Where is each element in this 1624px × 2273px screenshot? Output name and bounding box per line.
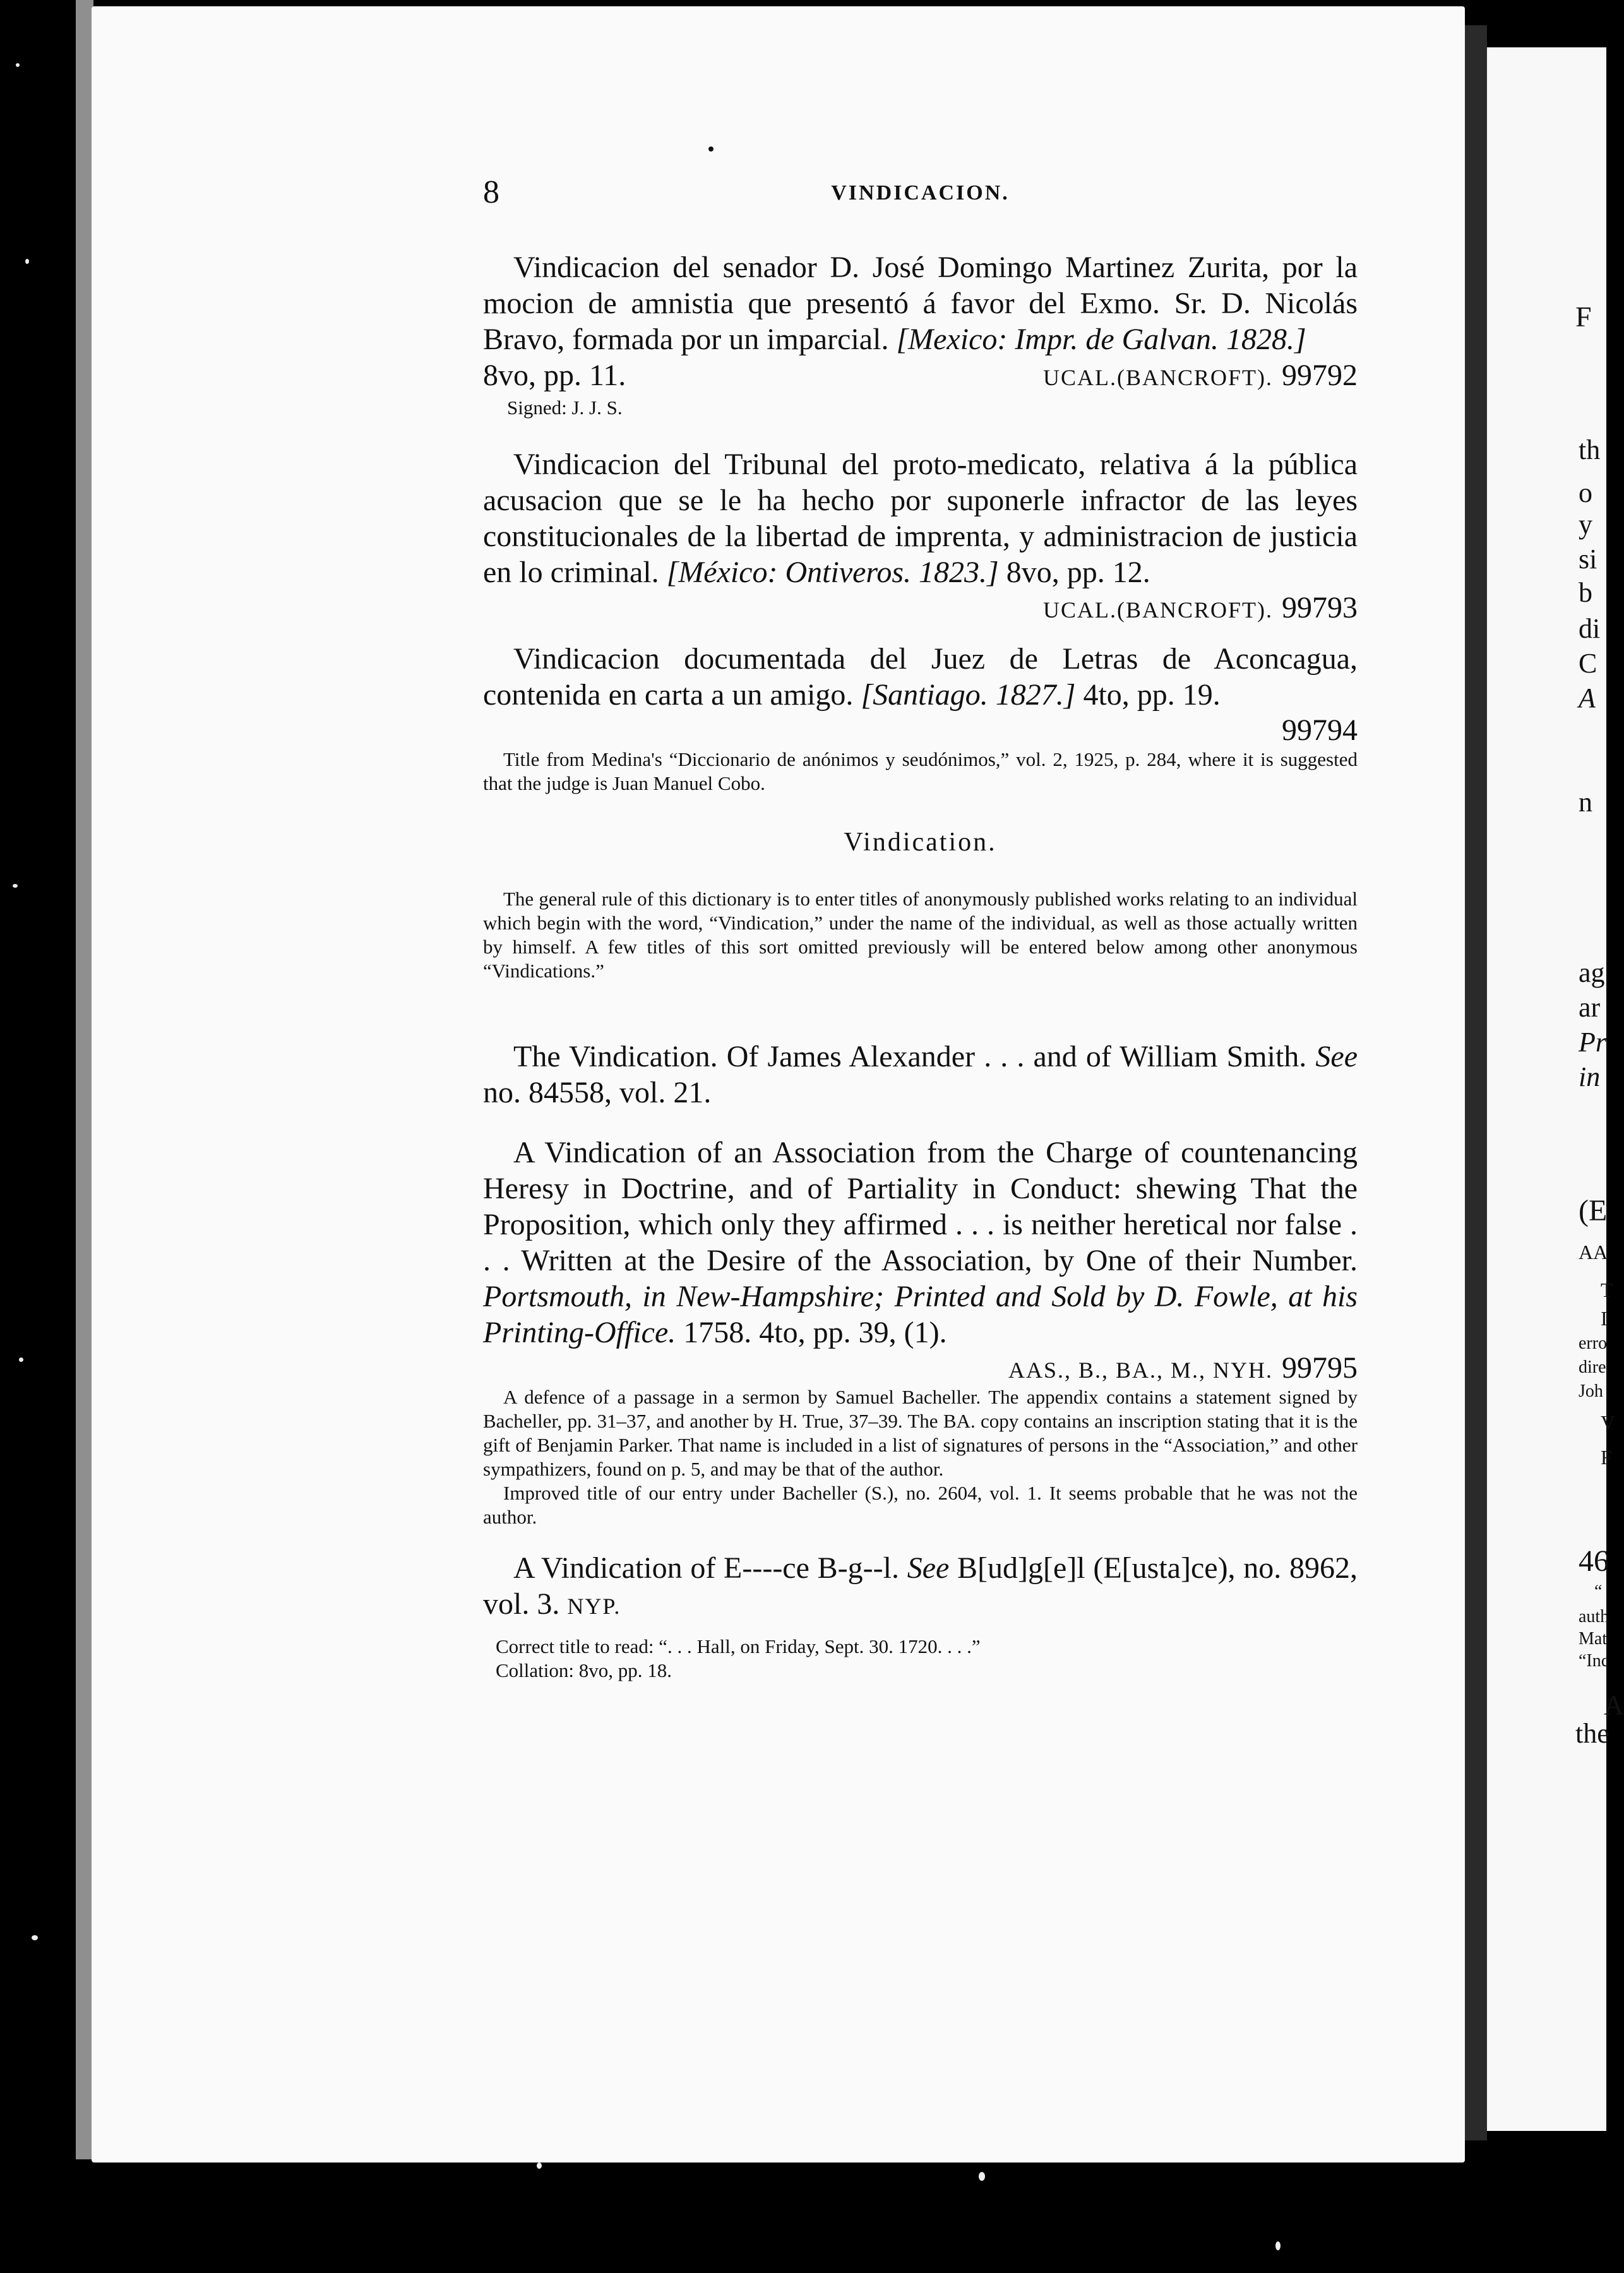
facing-page-fragment: n [1579,787,1592,818]
facing-page-fragment: 46 [1579,1544,1609,1578]
facing-page [1487,47,1624,2131]
entry-text: A Vindication of E----ce B-g--l. See B[ud]g[e]l (E[usta]ce), no. 8962, vol. 3. NYP. [483,1551,1358,1621]
scan-speck [979,2172,985,2181]
facing-page-fragment: ag [1579,957,1605,988]
facing-page-fragment: erro [1579,1333,1608,1353]
facing-page-fragment: Mat [1579,1629,1608,1649]
facing-page-fragment: dire [1579,1357,1606,1377]
page-number: 8 [483,174,499,210]
entry-99793 [483,446,1358,625]
page-edge-right [1465,25,1487,2140]
scan-speck [25,259,29,264]
section-intro: The general rule of this dictionary is to enter titles of anonymously published works relating to an individual which begin with the word, “Vindication,” under the name of the individual, as well as those actually written by himself. A few titles of this sort omitted previously will be entered below among other anonymous “Vindications.” [483,888,1358,982]
entry-note: A defence of a passage in a sermon by Samuel Bacheller. The appendix contains a statement signed by Bacheller, pp. 31–37, and another by H. True, 37–39. The BA. copy contains an inscription stating that it is the gift of Benjamin Parker. That name is included in a list of signatures of persons in the “Association,” and other sympathizers, found on p. 5, and may be that of the author. [483,1386,1358,1480]
scan-speck [537,2163,542,2169]
entry-trailer [483,1351,1358,1385]
entry-collation: 8vo, pp. 12. [1006,556,1150,589]
entry-james-alexander: The Vindication. Of James Alexander . . . and of William Smith. See no. 84558, vol. 21. [483,1040,1358,1109]
entry-number: 99795 [1282,1351,1358,1385]
facing-page-fragment: I [1601,1307,1608,1330]
entry-note: Collation: 8vo, pp. 18. [496,1659,672,1681]
scan-speck [16,63,20,67]
entry-text: A Vindication of an Association from the Charge of countenancing Heresy in Doctrine, and of Partiality in Conduct: shewing That the Proposition, which only they affirmed . . . is neither heretical nor false . . . Written at the Desire of the Association, by One of their Number. Portsmouth, in New-Hampshire; Printed and Sold by D. Fowle, at his Printing-Office. 1758. 4to, pp. 39, (1). [483,1136,1358,1349]
entry-imprint: [Mexico: Impr. de Galvan. 1828.] [896,323,1306,356]
entry-number: 99792 [1282,359,1358,392]
facing-page-fragment: “Inc [1579,1651,1609,1671]
entry-note: Signed: J. J. S. [507,397,623,419]
entry-location: NYP. [567,1594,621,1619]
facing-page-fragment: in [1579,1061,1601,1092]
entry-location: AAS., B., BA., M., NYH. [1008,1357,1273,1383]
entry-collation: 8vo, pp. 11. [483,359,626,392]
see-label: See [907,1551,950,1585]
entry-note: Improved title of our entry under Bacheller (S.), no. 2604, vol. 1. It seems probable that he was not the author. [483,1482,1358,1528]
entry-imprint: Portsmouth, in New-Hampshire; Printed and Sold by D. Fowle, at his Printing-Office. [483,1280,1358,1349]
entry-trailer [483,590,1358,625]
facing-page-fragment: T [1601,1279,1613,1301]
entry-number: 99794 [1282,713,1358,747]
facing-page-fragment: y [1579,509,1592,540]
entry-note: Title from Medina's “Diccionario de anónimos y seudónimos,” vol. 2, 1925, p. 284, where it is suggested that the judge is Juan Manuel Cobo. [483,748,1358,794]
entry-99792 [483,249,1358,420]
scan-speck [19,1357,23,1362]
facing-page-fragment: ar [1579,992,1601,1023]
print-dot [708,146,713,152]
facing-page-fragment: C [1579,648,1597,679]
facing-page-fragment: V [1601,1411,1616,1434]
facing-page-fragment: Joh [1579,1381,1603,1401]
facing-page-fragment: th [1579,434,1601,465]
entry-collation: 1758. 4to, pp. 39, (1). [683,1316,947,1349]
entry-99795 [483,1135,1358,1529]
entry-imprint: [Santiago. 1827.] [861,678,1076,712]
entry-number: 99793 [1282,591,1358,624]
see-label: See [1315,1040,1358,1073]
entry-location: UCAL.(BANCROFT). [1042,365,1273,390]
cross-reference: B[ud]g[e]l (E[usta]ce), no. 8962, vol. 3. [483,1551,1358,1621]
facing-page-fragment: si [1579,544,1597,575]
entry-trailer [483,713,1358,748]
entry-text: Vindicacion documentada del Juez de Letras de Aconcagua, contenida en carta a un amigo. [Santiago. 1827.] 4to, pp. 19. [483,642,1358,712]
facing-page-fragment: “ [1594,1582,1603,1601]
scan-speck [13,884,18,888]
facing-page-fragment: o [1579,477,1592,508]
facing-page-fragment: AA [1579,1241,1608,1263]
entry-text: Vindicacion del senador D. José Domingo Martinez Zurita, por la mocion de amnistia que presentó á favor del Exmo. Sr. D. Nicolás Bravo, formada por un imparcial. [Mexico: Impr. de Galvan. 1828.] [483,251,1358,356]
facing-page-fragment: F [1601,1446,1612,1469]
entry-location: UCAL.(BANCROFT). [1042,597,1273,623]
entry-budgell [483,1550,1358,1683]
running-title: VINDICACION. [831,181,1010,205]
cross-reference: no. 84558, vol. 21. [483,1076,712,1109]
entry-trailer [483,357,1358,393]
facing-page-fragment: (E [1579,1194,1608,1227]
scan-speck [1275,2241,1281,2250]
entry-imprint: [México: Ontiveros. 1823.] [666,556,999,589]
page-edge-left [76,0,93,2159]
entry-collation: 4to, pp. 19. [1083,678,1221,712]
facing-page-fragment: b [1579,577,1592,608]
entry-note: Correct title to read: “. . . Hall, on Friday, Sept. 30. 1720. . . .” [496,1635,981,1657]
facing-page-fragment: F [1575,301,1592,333]
facing-page-fragment: Pr [1579,1027,1606,1058]
section-heading: Vindication. [844,828,997,857]
running-head [483,174,1358,218]
facing-page-fragment: the [1575,1718,1609,1749]
entry-text: Vindicacion del Tribunal del proto-medicato, relativa á la pública acusacion que se le ha hecho por suponerle infractor de las leyes constitucionales de la libertad de imprenta, y administracion de justicia en lo criminal. [México: Ontiveros. 1823.] 8vo, pp. 12. [483,448,1358,589]
facing-page-fragment: auth [1579,1607,1609,1626]
facing-page-fragment: A [1579,683,1596,713]
entry-99794 [483,641,1358,796]
facing-page-fragment: A [1604,1690,1624,1721]
scan-speck [32,1935,38,1940]
facing-page-fragment: di [1579,613,1601,644]
